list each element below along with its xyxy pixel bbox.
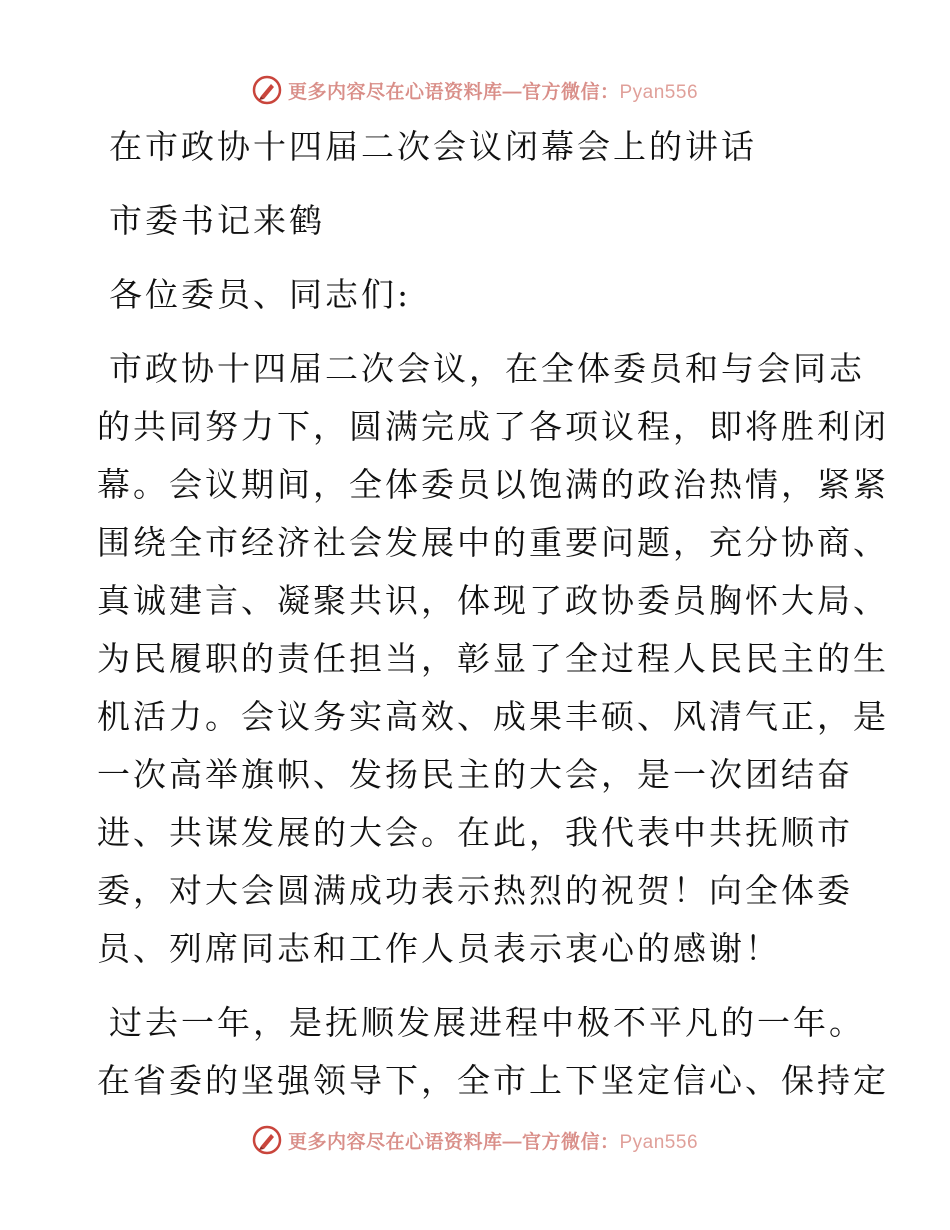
header-watermark — [0, 70, 950, 110]
footer-watermark — [0, 1120, 950, 1160]
paragraph-line: 为民履职的责任担当，彰显了全过程人民民主的生 — [97, 639, 889, 678]
document-salutation: 各位委员、同志们: — [109, 275, 412, 314]
paragraph-line: 过去一年，是抚顺发展进程中极不平凡的一年。 — [109, 1003, 865, 1042]
paragraph-line: 进、共谋发展的大会。在此，我代表中共抚顺市 — [97, 813, 853, 852]
watermark-text: 更多内容尽在心语资料库—官方微信：Pyan556 — [287, 81, 699, 103]
paragraph-line: 员、列席同志和工作人员表示衷心的感谢！ — [97, 929, 781, 968]
document-body — [97, 118, 889, 1126]
paragraph-line: 的共同努力下，圆满完成了各项议程，即将胜利闭 — [97, 407, 889, 446]
paragraph-line: 在省委的坚强领导下，全市上下坚定信心、保持定 — [97, 1061, 889, 1100]
paragraph-line: 幕。会议期间，全体委员以饱满的政治热情，紧紧 — [97, 465, 889, 504]
pen-logo-icon — [252, 75, 282, 105]
paragraph-line: 机活力。会议务实高效、成果丰硕、风清气正，是 — [97, 697, 889, 736]
watermark-text: 更多内容尽在心语资料库—官方微信：Pyan556 — [287, 1131, 699, 1153]
paragraph-line: 一次高举旗帜、发扬民主的大会，是一次团结奋 — [97, 755, 853, 794]
paragraph-2 — [97, 994, 889, 1110]
paragraph-line: 真诚建言、凝聚共识，体现了政协委员胸怀大局、 — [97, 581, 889, 620]
document-author: 市委书记来鹤 — [109, 201, 325, 240]
paragraph-1 — [97, 340, 889, 978]
document-title: 在市政协十四届二次会议闭幕会上的讲话 — [109, 127, 757, 166]
paragraph-line: 委，对大会圆满成功表示热烈的祝贺！向全体委 — [97, 871, 853, 910]
paragraph-line: 围绕全市经济社会发展中的重要问题，充分协商、 — [97, 523, 889, 562]
paragraph-line: 市政协十四届二次会议，在全体委员和与会同志 — [109, 349, 865, 388]
pen-logo-icon — [252, 1125, 282, 1155]
